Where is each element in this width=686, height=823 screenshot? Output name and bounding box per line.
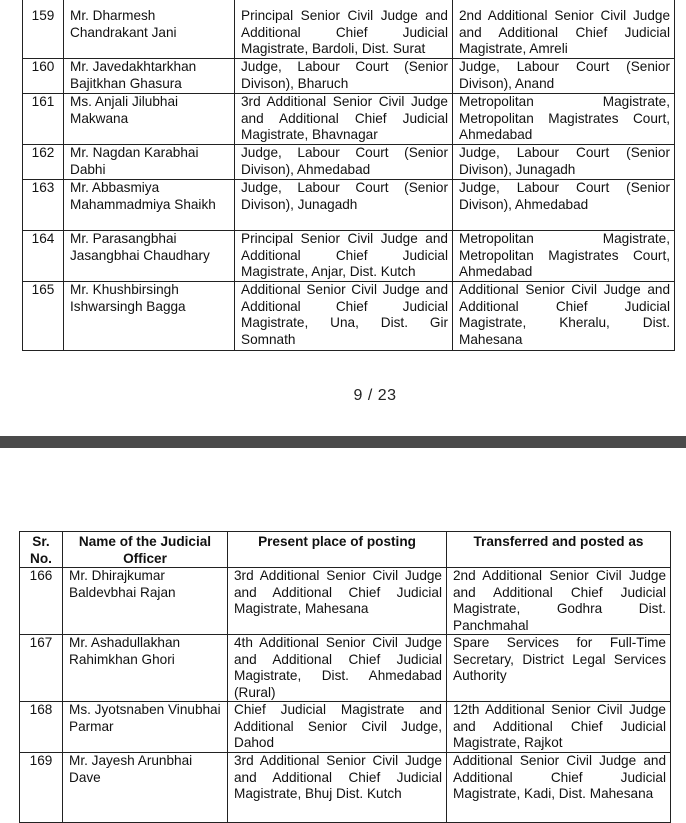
sr-no-cell: 164 xyxy=(23,231,64,282)
table-row xyxy=(20,635,671,702)
sr-no-cell: 167 xyxy=(20,635,63,702)
officer-name-cell: Mr. Jayesh Arunbhai Dave xyxy=(63,753,228,823)
sr-no-cell: 166 xyxy=(20,568,63,635)
officer-name-cell: Mr. Javedakhtarkhan Bajitkhan Ghasura xyxy=(64,59,235,94)
table-row xyxy=(20,753,671,823)
present-posting-cell: 3rd Additional Senior Civil Judge and Additional Chief Judicial Magistrate, Mahesana xyxy=(228,568,447,635)
transferred-posting-cell: Spare Services for Full-Time Secretary, District Legal Services Authority xyxy=(447,635,671,702)
present-posting-cell: Judge, Labour Court (Senior Divison), Bharuch xyxy=(235,59,453,94)
officer-name-cell: Mr. Parasangbhai Jasangbhai Chaudhary xyxy=(64,231,235,282)
header-present-posting: Present place of posting xyxy=(228,532,447,568)
officer-name-cell: Mr. Abbasmiya Mahammadmiya Shaikh xyxy=(64,180,235,231)
table-row xyxy=(23,145,675,180)
transfer-table xyxy=(19,531,671,823)
sr-no-cell: 165 xyxy=(23,282,64,351)
transferred-posting-cell: Judge, Labour Court (Senior Divison), Anand xyxy=(453,59,675,94)
transferred-posting-cell: Judge, Labour Court (Senior Divison), Junagadh xyxy=(453,145,675,180)
transferred-posting-cell: Metropolitan Magistrate, Metropolitan Magistrates Court, Ahmedabad xyxy=(453,94,675,145)
table-row xyxy=(23,94,675,145)
transferred-posting-cell: 12th Additional Senior Civil Judge and Additional Chief Judicial Magistrate, Rajkot xyxy=(447,702,671,753)
present-posting-cell: Chief Judicial Magistrate and Additional Senior Civil Judge, Dahod xyxy=(228,702,447,753)
sr-no-cell: 161 xyxy=(23,94,64,145)
table-row xyxy=(23,59,675,94)
transferred-posting-cell: Additional Senior Civil Judge and Additional Chief Judicial Magistrate, Kheralu, Dist. Mahesana xyxy=(453,282,675,351)
officer-name-cell: Mr. Ashadullakhan Rahimkhan Ghori xyxy=(63,635,228,702)
officer-name-cell: Mr. Khushbirsingh Ishwarsingh Bagga xyxy=(64,282,235,351)
table-row xyxy=(23,180,675,231)
transferred-posting-cell: 2nd Additional Senior Civil Judge and Additional Chief Judicial Magistrate, Godhra Dist. Panchmahal xyxy=(447,568,671,635)
present-posting-cell: Principal Senior Civil Judge and Additional Chief Judicial Magistrate, Anjar, Dist. Kutch xyxy=(235,231,453,282)
present-posting-cell: Judge, Labour Court (Senior Divison), Ahmedabad xyxy=(235,145,453,180)
sr-no-cell: 159 xyxy=(23,0,64,59)
table-row xyxy=(23,231,675,282)
sr-no-cell: 168 xyxy=(20,702,63,753)
sr-no-cell: 163 xyxy=(23,180,64,231)
transfer-table-continued xyxy=(22,0,675,351)
transferred-posting-cell: Judge, Labour Court (Senior Divison), Ahmedabad xyxy=(453,180,675,231)
sr-no-cell: 162 xyxy=(23,145,64,180)
officer-name-cell: Mr. Dharmesh Chandrakant Jani xyxy=(64,0,235,59)
present-posting-cell: Principal Senior Civil Judge and Additional Chief Judicial Magistrate, Bardoli, Dist. Surat xyxy=(235,0,453,59)
sr-no-cell: 169 xyxy=(20,753,63,823)
present-posting-cell: 4th Additional Senior Civil Judge and Additional Chief Judicial Magistrate, Dist. Ahmedabad (Rural) xyxy=(228,635,447,702)
page-separator xyxy=(0,436,686,448)
present-posting-cell: Judge, Labour Court (Senior Divison), Junagadh xyxy=(235,180,453,231)
header-officer-name: Name of the Judicial Officer xyxy=(63,532,228,568)
officer-name-cell: Mr. Nagdan Karabhai Dabhi xyxy=(64,145,235,180)
header-transferred-posting: Transferred and posted as xyxy=(447,532,671,568)
officer-name-cell: Mr. Dhirajkumar Baldevbhai Rajan xyxy=(63,568,228,635)
table-header-row xyxy=(20,532,671,568)
table-row xyxy=(20,702,671,753)
table-row xyxy=(23,282,675,351)
header-sr-no: Sr. No. xyxy=(20,532,63,568)
officer-name-cell: Ms. Jyotsnaben Vinubhai Parmar xyxy=(63,702,228,753)
present-posting-cell: Additional Senior Civil Judge and Additional Chief Judicial Magistrate, Una, Dist. Gir Somnath xyxy=(235,282,453,351)
page-number: 9 / 23 xyxy=(353,387,397,404)
officer-name-cell: Ms. Anjali Jilubhai Makwana xyxy=(64,94,235,145)
present-posting-cell: 3rd Additional Senior Civil Judge and Additional Chief Judicial Magistrate, Bhuj Dist. Kutch xyxy=(228,753,447,823)
transferred-posting-cell: 2nd Additional Senior Civil Judge and Additional Chief Judicial Magistrate, Amreli xyxy=(453,0,675,59)
table-row xyxy=(20,568,671,635)
table-row xyxy=(23,0,675,59)
sr-no-cell: 160 xyxy=(23,59,64,94)
transferred-posting-cell: Additional Senior Civil Judge and Additional Chief Judicial Magistrate, Kadi, Dist. Mahesana xyxy=(447,753,671,823)
present-posting-cell: 3rd Additional Senior Civil Judge and Additional Chief Judicial Magistrate, Bhavnagar xyxy=(235,94,453,145)
transferred-posting-cell: Metropolitan Magistrate, Metropolitan Magistrates Court, Ahmedabad xyxy=(453,231,675,282)
